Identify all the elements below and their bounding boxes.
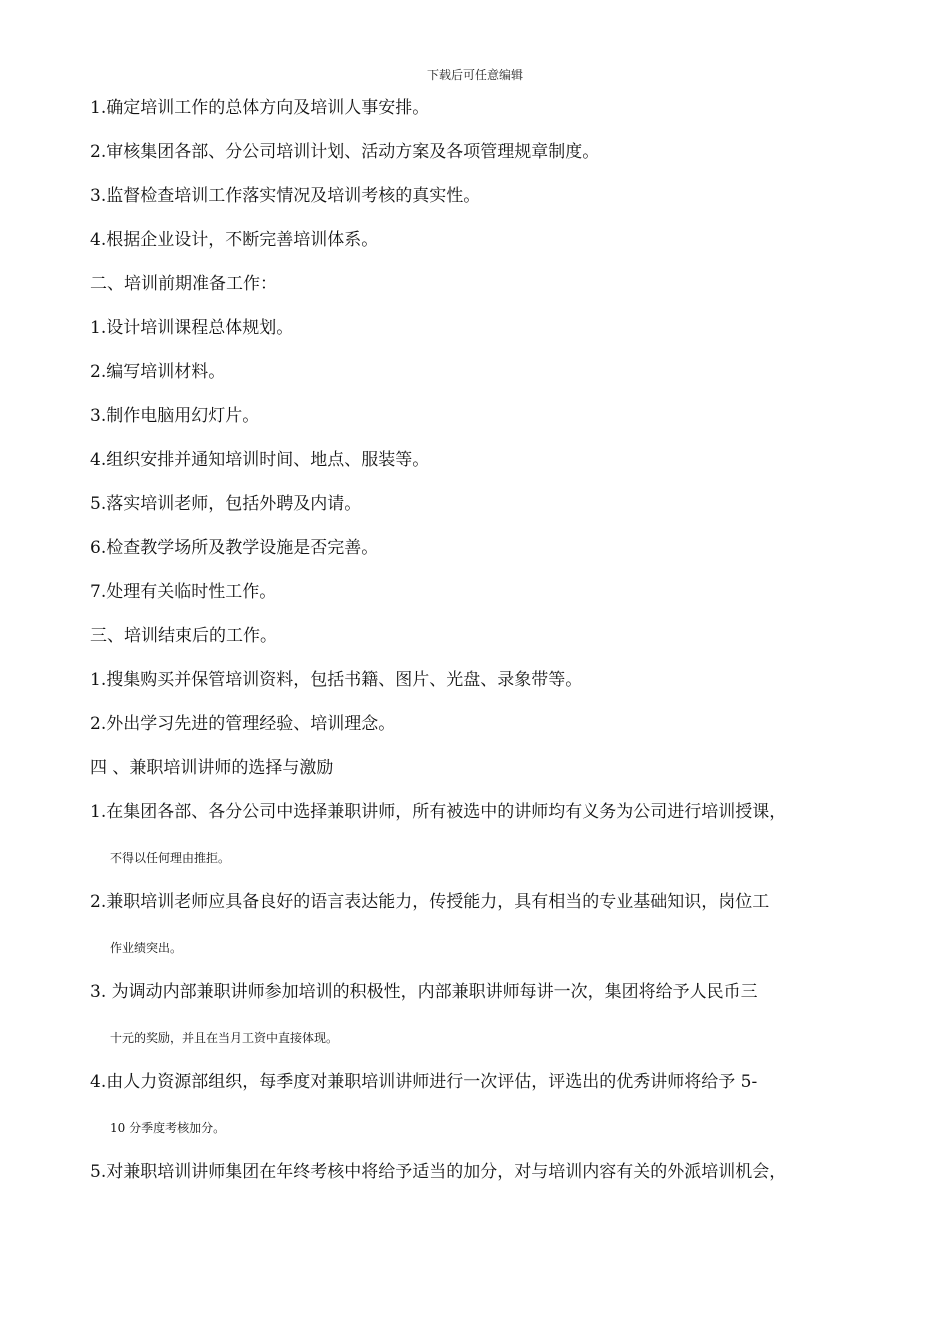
wrapped-list-item — [90, 1159, 880, 1185]
wrapped-list-item — [90, 1069, 880, 1141]
wrapped-list-item — [90, 799, 880, 871]
list-item-first-line: 4.由人力资源部组织，每季度对兼职培训讲师进行一次评估，评选出的优秀讲师将给予 5- — [90, 1072, 758, 1092]
list-item: 6.检查教学场所及教学设施是否完善。 — [90, 538, 379, 558]
list-item-continuation: 作业绩突出。 — [110, 941, 183, 955]
list-item: 2.外出学习先进的管理经验、培训理念。 — [90, 714, 396, 734]
list-item-first-line: 2.兼职培训老师应具备良好的语言表达能力，传授能力，具有相当的专业基础知识，岗位工 — [90, 892, 770, 912]
document-body — [90, 95, 880, 1203]
wrapped-list-item — [90, 979, 880, 1051]
list-item: 4.根据企业设计，不断完善培训体系。 — [90, 230, 379, 250]
section-heading: 三、培训结束后的工作。 — [90, 626, 277, 646]
list-item: 3.制作电脑用幻灯片。 — [90, 406, 260, 426]
list-item-first-line: 5.对兼职培训讲师集团在年终考核中将给予适当的加分，对与培训内容有关的外派培训机会， — [90, 1162, 787, 1182]
section-heading: 四 、兼职培训讲师的选择与激励 — [90, 758, 334, 778]
list-item-continuation: 十元的奖励，并且在当月工资中直接体现。 — [110, 1031, 339, 1045]
list-item-continuation: 不得以任何理由推拒。 — [110, 851, 231, 865]
list-item-first-line: 1.在集团各部、各分公司中选择兼职讲师，所有被选中的讲师均有义务为公司进行培训授课， — [90, 802, 787, 822]
list-item: 5.落实培训老师，包括外聘及内请。 — [90, 494, 362, 514]
list-item: 2.审核集团各部、分公司培训计划、活动方案及各项管理规章制度。 — [90, 142, 600, 162]
list-item: 4.组织安排并通知培训时间、地点、服装等。 — [90, 450, 430, 470]
list-item: 1.搜集购买并保管培训资料，包括书籍、图片、光盘、录象带等。 — [90, 670, 583, 690]
list-item-first-line: 3. 为调动内部兼职讲师参加培训的积极性，内部兼职讲师每讲一次，集团将给予人民币三 — [90, 982, 758, 1002]
list-item: 3.监督检查培训工作落实情况及培训考核的真实性。 — [90, 186, 481, 206]
list-item: 1.设计培训课程总体规划。 — [90, 318, 294, 338]
list-item: 7.处理有关临时性工作。 — [90, 582, 277, 602]
header-note: 下载后可任意编辑 — [426, 68, 523, 82]
wrapped-list-item — [90, 889, 880, 961]
list-item-continuation: 10 分季度考核加分。 — [110, 1121, 226, 1135]
section-heading: 二、培训前期准备工作： — [90, 274, 277, 294]
list-item: 1.确定培训工作的总体方向及培训人事安排。 — [90, 98, 430, 118]
list-item: 2.编写培训材料。 — [90, 362, 226, 382]
